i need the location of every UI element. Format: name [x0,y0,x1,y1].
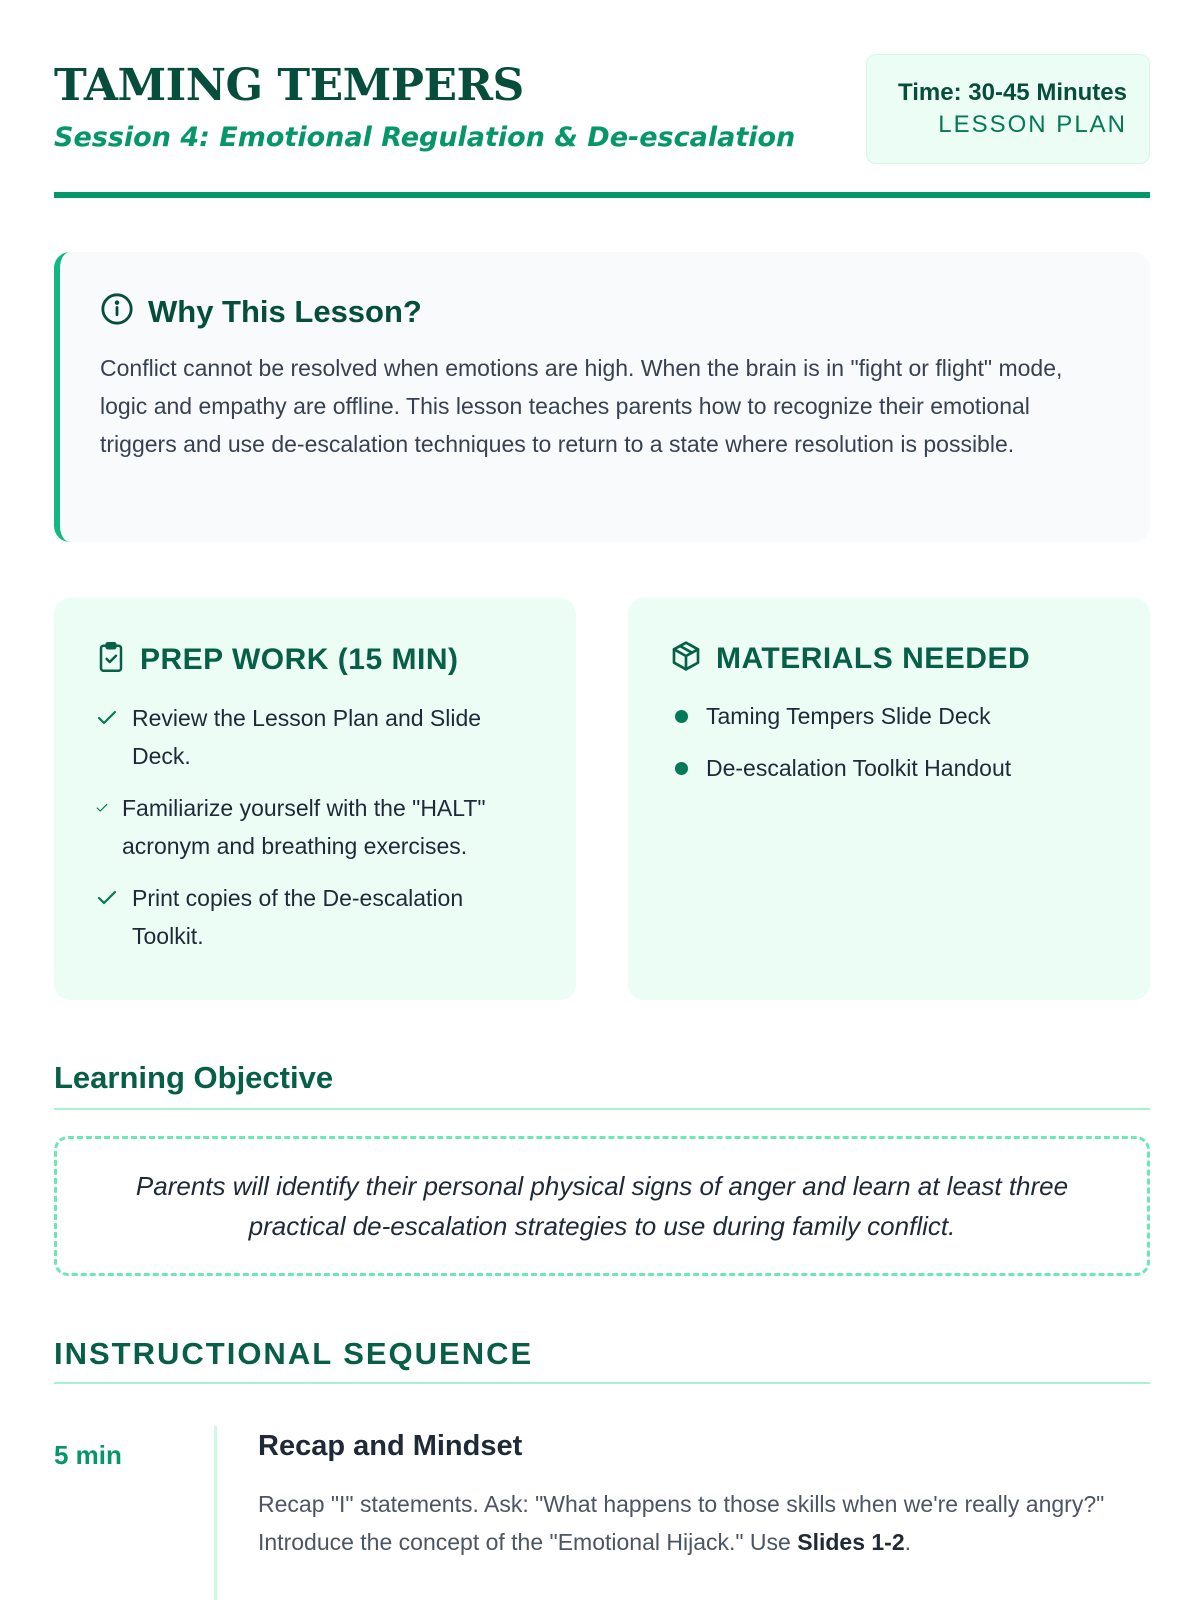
step-description [258,1485,1150,1561]
step-content [258,1430,1150,1561]
materials-header [670,640,1108,677]
lesson-header [54,54,1150,198]
box-icon [670,640,702,677]
why-this-lesson-panel [54,252,1150,542]
sequence-step [54,1426,1150,1600]
prep-list [96,699,534,955]
prep-work-card [54,598,576,1000]
list-item [670,697,1108,735]
bullet-icon [670,697,692,735]
step-desc-end: . [904,1529,912,1555]
slide-reference: Slides 1-2 [797,1529,905,1555]
clipboard-check-icon [96,640,126,679]
materials-card [628,598,1150,1000]
objective-box [54,1136,1150,1276]
prep-item-text: Print copies of the De-escalation Toolkit. [132,885,464,949]
list-item [670,749,1108,787]
list-item [96,879,534,955]
lesson-badge [866,54,1150,164]
step-title: Recap and Mindset [258,1430,523,1462]
material-item-text: Taming Tempers Slide Deck [706,703,991,729]
objective-text: Parents will identify their personal physical signs of anger and learn at least three practical de-escalation strategies to use during family conflict. [135,1171,1069,1241]
prep-title: PREP WORK (15 MIN) [140,642,459,676]
material-item-text: De-escalation Toolkit Handout [706,755,1012,781]
check-icon [96,699,118,737]
objective-heading: Learning Objective [54,1056,1150,1110]
step-time: 5 min [54,1440,122,1470]
why-body: Conflict cannot be resolved when emotions are high. When the brain is in "fight or flight" mode, logic and empathy are offline. This lesson teaches parents how to recognize their emotional triggers and use de-escalation techniques to return to a state where resolution is possible. [100,355,1063,457]
prep-materials-row [54,598,1150,1000]
prep-item-text: Review the Lesson Plan and Slide Deck. [132,705,482,769]
prep-item-text: Familiarize yourself with the "HALT" acronym and breathing exercises. [122,795,486,859]
badge-label: LESSON PLAN [938,111,1127,138]
badge-time: Time: 30-45 Minutes [898,79,1127,106]
why-header [100,292,1110,331]
why-title: Why This Lesson? [148,293,422,329]
session-subtitle: Session 4: Emotional Regulation & De-escalation [54,122,796,153]
page-title: TAMING TEMPERS [54,60,524,111]
prep-header [96,640,534,679]
bullet-icon [670,749,692,787]
materials-title: MATERIALS NEEDED [716,641,1031,675]
list-item [96,699,534,775]
timeline-divider [214,1426,217,1600]
materials-list [670,697,1108,787]
sequence-heading: INSTRUCTIONAL SEQUENCE [54,1332,1150,1384]
info-icon [100,292,134,331]
list-item [96,789,534,865]
check-icon [96,879,118,917]
check-icon [96,789,108,827]
step-desc-text: Recap "I" statements. Ask: "What happens to those skills when we're really angry?" Introduce the concept of the "Emotional Hijack." Use [258,1491,1105,1555]
